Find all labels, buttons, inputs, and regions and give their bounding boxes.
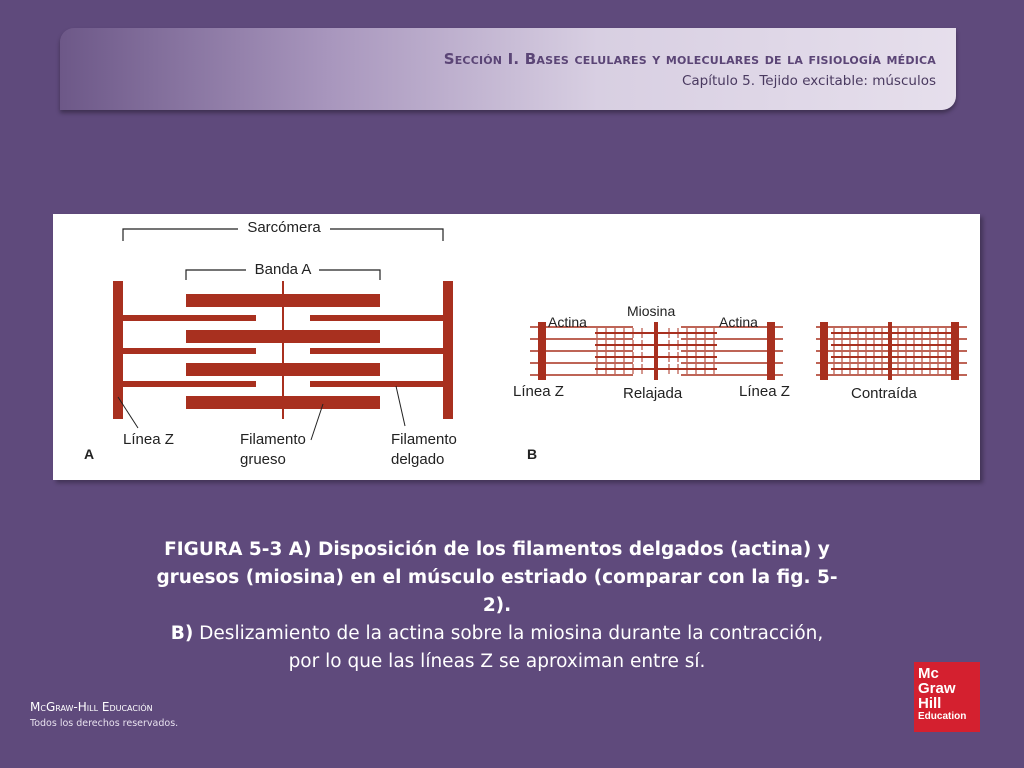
z-line-left xyxy=(113,281,123,419)
footer-brand: McGraw-Hill Educación xyxy=(30,700,153,714)
mcgraw-hill-logo xyxy=(914,662,980,732)
caption-line-2: gruesos (miosina) en el músculo estriado (comparar con la fig. 5-2). xyxy=(156,567,838,616)
m-line-relaxed xyxy=(654,322,658,380)
caption-line-1: FIGURA 5-3 A) Disposición de los filamentos delgados (actina) y xyxy=(164,539,830,560)
a-band-label: Banda A xyxy=(254,261,312,278)
logo-line-3: Hill xyxy=(918,695,942,712)
section-title: Sección I. Bases celulares y moleculares de la fisiología médica xyxy=(443,50,936,68)
z-line-left-relaxed xyxy=(538,322,546,380)
caption-line-3-rest: Deslizamiento de la actina sobre la miosina durante la contracción, xyxy=(193,623,824,644)
thick-filament-label-line2: grueso xyxy=(240,451,286,468)
z-line-left-contracted xyxy=(820,322,828,380)
z-line-right-relaxed xyxy=(767,322,775,380)
actin-left-label: Actina xyxy=(548,314,587,330)
thin-filament xyxy=(310,381,443,387)
thick-filament xyxy=(186,330,380,343)
logo-line-1: Mc xyxy=(918,665,939,682)
panel-b-diagram xyxy=(513,303,967,462)
sarcomere-label: Sarcómera xyxy=(247,219,321,236)
z-line-label: Línea Z xyxy=(123,431,174,448)
thin-filament-pointer xyxy=(396,386,405,426)
panel-a-diagram xyxy=(84,219,457,468)
panel-a-label: A xyxy=(84,446,95,462)
thin-filament-label-line1: Filamento xyxy=(391,431,457,448)
z-line-right xyxy=(443,281,453,419)
m-line-contracted xyxy=(888,322,892,380)
panel-b-label: B xyxy=(527,446,538,462)
contracted-sarcomere xyxy=(816,322,967,380)
actin-right-label: Actina xyxy=(719,314,758,330)
thin-filament xyxy=(123,348,256,354)
thick-filament xyxy=(186,363,380,376)
thick-filament-label-line1: Filamento xyxy=(240,431,306,448)
section-header xyxy=(60,28,956,110)
thin-filament xyxy=(123,315,256,321)
chapter-subtitle: Capítulo 5. Tejido excitable: músculos xyxy=(681,73,936,89)
thin-filament xyxy=(123,381,256,387)
z-line-right-contracted xyxy=(951,322,959,380)
thin-filament xyxy=(310,348,443,354)
thin-filament xyxy=(310,315,443,321)
thick-filament-pointer xyxy=(311,404,323,440)
relaxed-label: Relajada xyxy=(623,385,683,402)
caption-line-4: por lo que las líneas Z se aproximan entre sí. xyxy=(288,651,706,672)
thin-filament-label-line2: delgado xyxy=(391,451,445,468)
thick-filament xyxy=(186,396,380,409)
footer-rights: Todos los derechos reservados. xyxy=(30,718,179,729)
sarcomere-diagram xyxy=(53,214,980,480)
logo-line-4: Education xyxy=(918,711,967,722)
figure-panel xyxy=(53,214,980,480)
contracted-label: Contraída xyxy=(851,385,917,402)
thick-filament xyxy=(186,294,380,307)
z-line-left-label: Línea Z xyxy=(513,383,564,400)
figure-caption xyxy=(150,536,844,676)
z-line-right-label: Línea Z xyxy=(739,383,790,400)
caption-line-3-bold: B) xyxy=(170,623,194,644)
logo-line-2: Graw xyxy=(918,680,956,697)
myosin-label: Miosina xyxy=(627,303,676,319)
relaxed-sarcomere xyxy=(530,322,783,380)
